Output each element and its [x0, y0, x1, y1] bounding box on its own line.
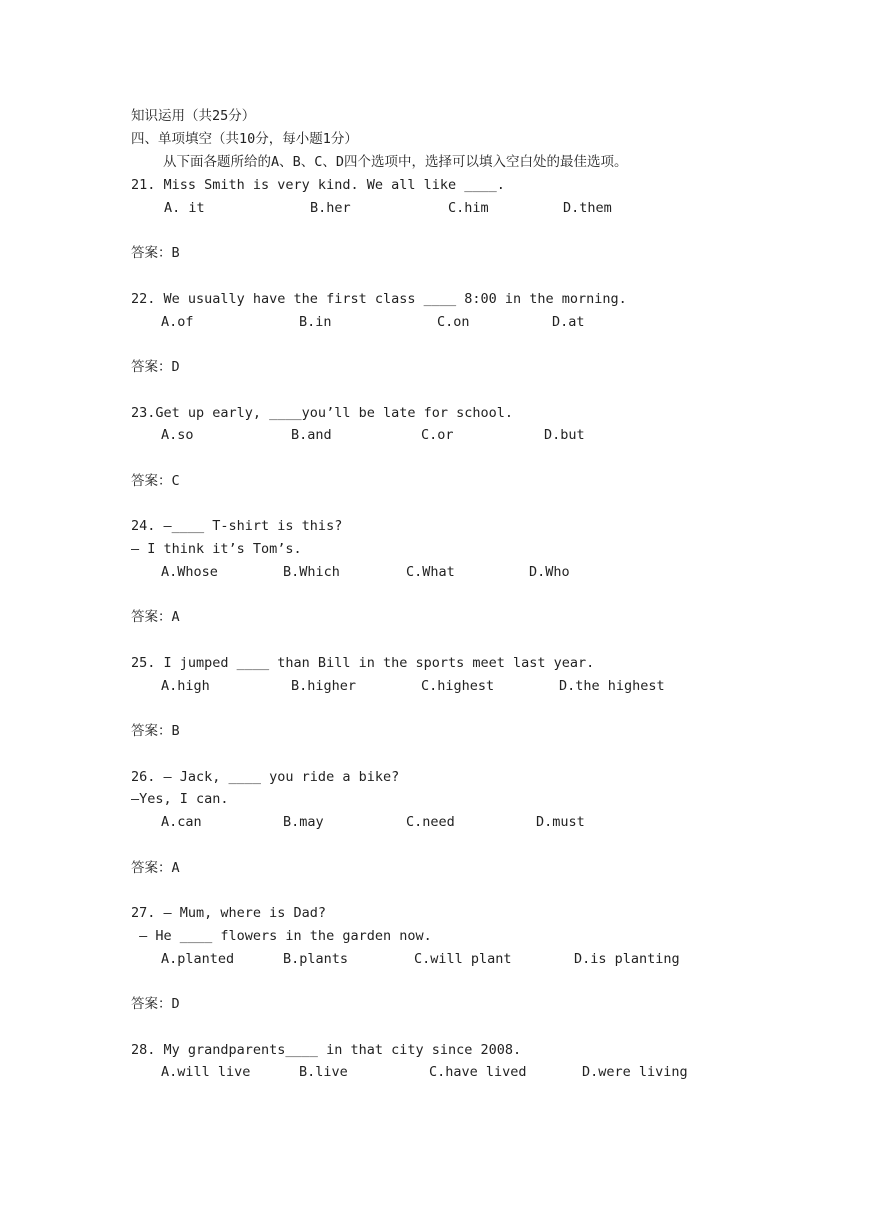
answer: 答案：A	[131, 609, 180, 625]
option-d: D.is planting	[574, 951, 680, 967]
section-title: 知识运用（共25分）	[131, 108, 256, 124]
option-c: C.highest	[421, 678, 495, 694]
answer: 答案：D	[131, 359, 180, 375]
option-b: B.may	[283, 814, 324, 830]
question-stem: 21. Miss Smith is very kind. We all like ____.	[131, 177, 505, 193]
option-d: D.must	[536, 814, 585, 830]
question-reply: – He ____ flowers in the garden now.	[131, 928, 432, 944]
option-b: B.higher	[291, 678, 357, 694]
option-d: D.but	[544, 427, 585, 443]
option-d: D.the highest	[559, 678, 665, 694]
answer: 答案：D	[131, 996, 180, 1012]
option-a: A.high	[161, 678, 210, 694]
question-reply: — I think it’s Tom’s.	[131, 541, 302, 557]
instruction: 从下面各题所给的A、B、C、D四个选项中，选择可以填入空白处的最佳选项。	[163, 154, 628, 170]
question-stem: 23.Get up early, ____you’ll be late for school.	[131, 405, 514, 421]
option-c: C.What	[406, 564, 455, 580]
option-b: B.and	[291, 427, 332, 443]
option-c: C.him	[448, 200, 489, 216]
option-a: A.Whose	[161, 564, 218, 580]
option-c: C.will plant	[414, 951, 512, 967]
option-b: B.in	[299, 314, 332, 330]
option-b: B.plants	[283, 951, 349, 967]
question-stem: 22. We usually have the first class ____ 8:00 in the morning.	[131, 291, 627, 307]
option-d: D.were living	[582, 1064, 688, 1080]
option-d: D.them	[563, 200, 612, 216]
option-a: A. it	[164, 200, 205, 216]
option-b: B.live	[299, 1064, 348, 1080]
option-a: A.can	[161, 814, 202, 830]
option-a: A.of	[161, 314, 194, 330]
answer: 答案：B	[131, 245, 180, 261]
option-c: C.or	[421, 427, 454, 443]
question-stem: 27. – Mum, where is Dad?	[131, 905, 327, 921]
question-stem: 25. I jumped ____ than Bill in the sports meet last year.	[131, 655, 595, 671]
answer: 答案：B	[131, 723, 180, 739]
question-reply: –Yes, I can.	[131, 791, 229, 807]
option-a: A.will live	[161, 1064, 251, 1080]
option-d: D.at	[552, 314, 585, 330]
option-a: A.so	[161, 427, 194, 443]
option-d: D.Who	[529, 564, 570, 580]
option-b: B.Which	[283, 564, 340, 580]
question-stem: 26. – Jack, ____ you ride a bike?	[131, 769, 400, 785]
question-stem: 28. My grandparents____ in that city since 2008.	[131, 1042, 522, 1058]
option-a: A.planted	[161, 951, 235, 967]
answer: 答案：C	[131, 473, 180, 489]
answer: 答案：A	[131, 860, 180, 876]
part-title: 四、单项填空（共10分，每小题1分）	[131, 131, 358, 147]
option-c: C.need	[406, 814, 455, 830]
option-c: C.have lived	[429, 1064, 527, 1080]
question-stem: 24. —____ T-shirt is this?	[131, 518, 343, 534]
option-c: C.on	[437, 314, 470, 330]
option-b: B.her	[310, 200, 351, 216]
